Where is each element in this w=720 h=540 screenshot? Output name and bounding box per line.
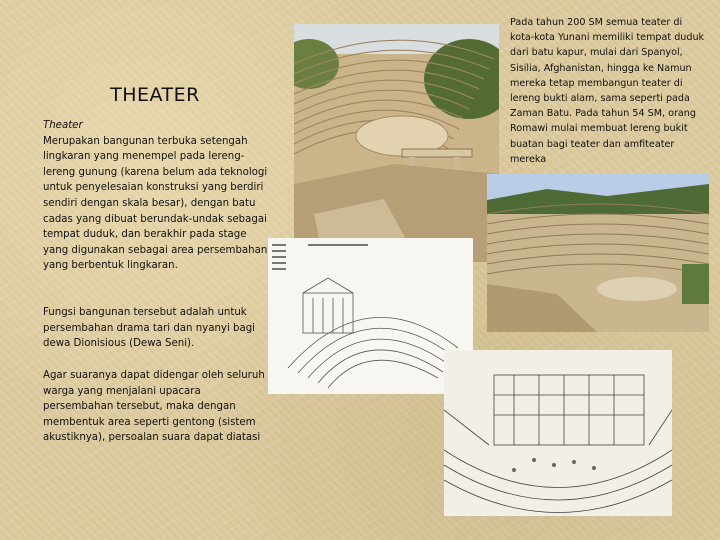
intro-paragraph [43,118,271,274]
function-paragraph: Fungsi bangunan tersebut adalah untuk persembahan drama tari dan nyanyi bagi dewa Dionisious (Dewa Seni). [43,307,256,350]
intro-heading: Theater [43,120,83,131]
intro-body: Merupakan bangunan terbuka setengah lingkaran yang menempel pada lereng-lereng gunung (karena belum ada teknologi untuk penyelesaian konstruksi yang berdiri sendiri dengan skala besar), dengan batu cadas yang dibuat berundak-undak sebagai tempat duduk, dan berakhir pada stage yang digunakan sebagai area persembahan yang berbentuk lingkaran. [43,135,268,272]
roman-theater-illustration [444,350,672,516]
slide-title: THEATER [110,84,200,106]
theater-photo-right [487,174,709,332]
theater-cutaway-drawing [268,238,473,394]
acoustic-paragraph: Agar suaranya dapat didengar oleh seluruh warga yang menjalani upacara persembahan tersebut, maka dengan membentuk area seperti gentong (sistem akustiknya), persoalan suara dapat diatasi [43,370,265,444]
theater-photo-top [294,24,499,262]
roman-paragraph: Pada tahun 200 SM semua teater di kota-kota Yunani memiliki tempat duduk dari batu kapur, mulai dari Spanyol, Sisilia, Afghanistan, hingga ke Namun mereka tetap membangun teater di lereng bukti alam, sama seperti pada Zaman Batu. Pada tahun 54 SM, orang Romawi mulai membuat lereng bukit buatan bagi teater dan amfiteater mereka [510,17,705,165]
